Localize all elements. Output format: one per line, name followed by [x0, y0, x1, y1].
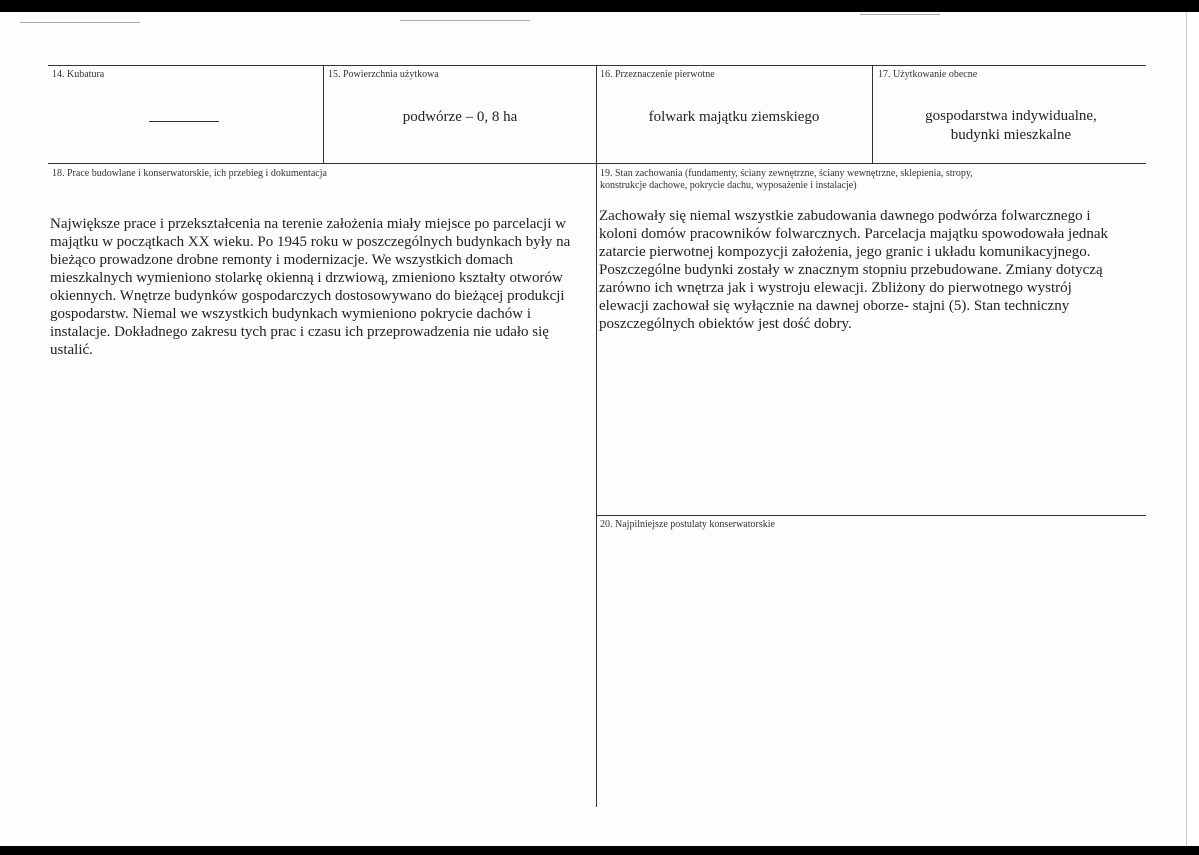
scan-border: [0, 846, 1199, 855]
grid-line: [48, 163, 1146, 164]
grid-line: [596, 65, 597, 807]
text-line: ustalić.: [50, 342, 93, 358]
field-value-15: podwórze – 0, 8 ha: [402, 109, 518, 125]
text-line: Zachowały się niemal wszystkie zabudowania dawnego podwórza folwarcznego i: [599, 208, 1091, 224]
text-line: instalacje. Dokładnego zakresu tych prac i czasu ich przeprowadzenia nie udało się: [50, 324, 549, 340]
text-line: koloni domów pracowników folwarcznych. Parcelacja majątku spowodowała jednak: [599, 226, 1109, 242]
empty-value-dash: [149, 121, 219, 122]
field-label-16: 16. Przeznaczenie pierwotne: [600, 69, 715, 80]
text-line: poszczególnych obiektów jest dość dobry.: [599, 316, 852, 332]
page-edge: [1186, 12, 1199, 855]
text-line: bieżąco prowadzone drobne remonty i modernizacje. We wszystkich domach: [50, 252, 513, 268]
scan-artifact: [400, 20, 530, 21]
grid-line: [872, 65, 873, 163]
text-line: okiennych. Wnętrze budynków gospodarczych dostosowywano do bieżącej produkcji: [50, 288, 565, 304]
grid-line: [596, 515, 1146, 516]
field-text-18: [50, 215, 590, 359]
text-line: zarówno ich wnętrza jak i wystroju elewacji. Zbliżony do pierwotnego wystrój: [599, 280, 1072, 296]
field-text-19: [599, 207, 1144, 333]
field-label-18: 18. Prace budowlane i konserwatorskie, ich przebieg i dokumentacja: [52, 168, 327, 179]
scan-artifact: [860, 14, 940, 15]
text-line: zatarcie pierwotnej kompozycji założenia, jego granic i układu komunikacyjnego.: [599, 244, 1091, 260]
field-label-19: [600, 168, 973, 192]
field-value-17-line: gospodarstwa indywidualne,: [925, 108, 1097, 124]
field-label-15: 15. Powierzchnia użytkowa: [328, 69, 439, 80]
text-line: majątku w początkach XX wieku. Po 1945 roku w poszczególnych budynkach były na: [50, 234, 571, 250]
field-value-16: folwark majątku ziemskiego: [648, 109, 820, 125]
text-line: Największe prace i przekształcenia na terenie założenia miały miejsce po parcelacji w: [50, 216, 566, 232]
field-label-14: 14. Kubatura: [52, 69, 105, 80]
text-line: elewacji zachował się wyłącznie na dawnej oborze- stajni (5). Stan techniczny: [599, 298, 1070, 314]
grid-line: [323, 65, 324, 163]
text-line: Poszczególne budynki zostały w znacznym stopniu przebudowane. Zmiany dotyczą: [599, 262, 1103, 278]
text-line: mieszkalnych wymieniono stolarkę okienną i drzwiową, zmieniono kształty otworów: [50, 270, 563, 286]
field-value-17-line: budynki mieszkalne: [950, 127, 1072, 143]
text-line: gospodarstw. Niemal we wszystkich budynkach wymieniono pokrycie dachów i: [50, 306, 532, 322]
field-value-17: [876, 107, 1146, 145]
scan-artifact: [20, 22, 140, 23]
grid-line: [48, 65, 1146, 66]
field-label-17: 17. Użytkowanie obecne: [878, 69, 978, 80]
field-label-20: 20. Najpilniejsze postulaty konserwatorskie: [600, 519, 775, 530]
label-line: konstrukcje dachowe, pokrycie dachu, wyposażenie i instalacje): [600, 180, 857, 191]
label-line: 19. Stan zachowania (fundamenty, ściany zewnętrzne, ściany wewnętrzne, sklepienia, stropy,: [600, 168, 973, 179]
